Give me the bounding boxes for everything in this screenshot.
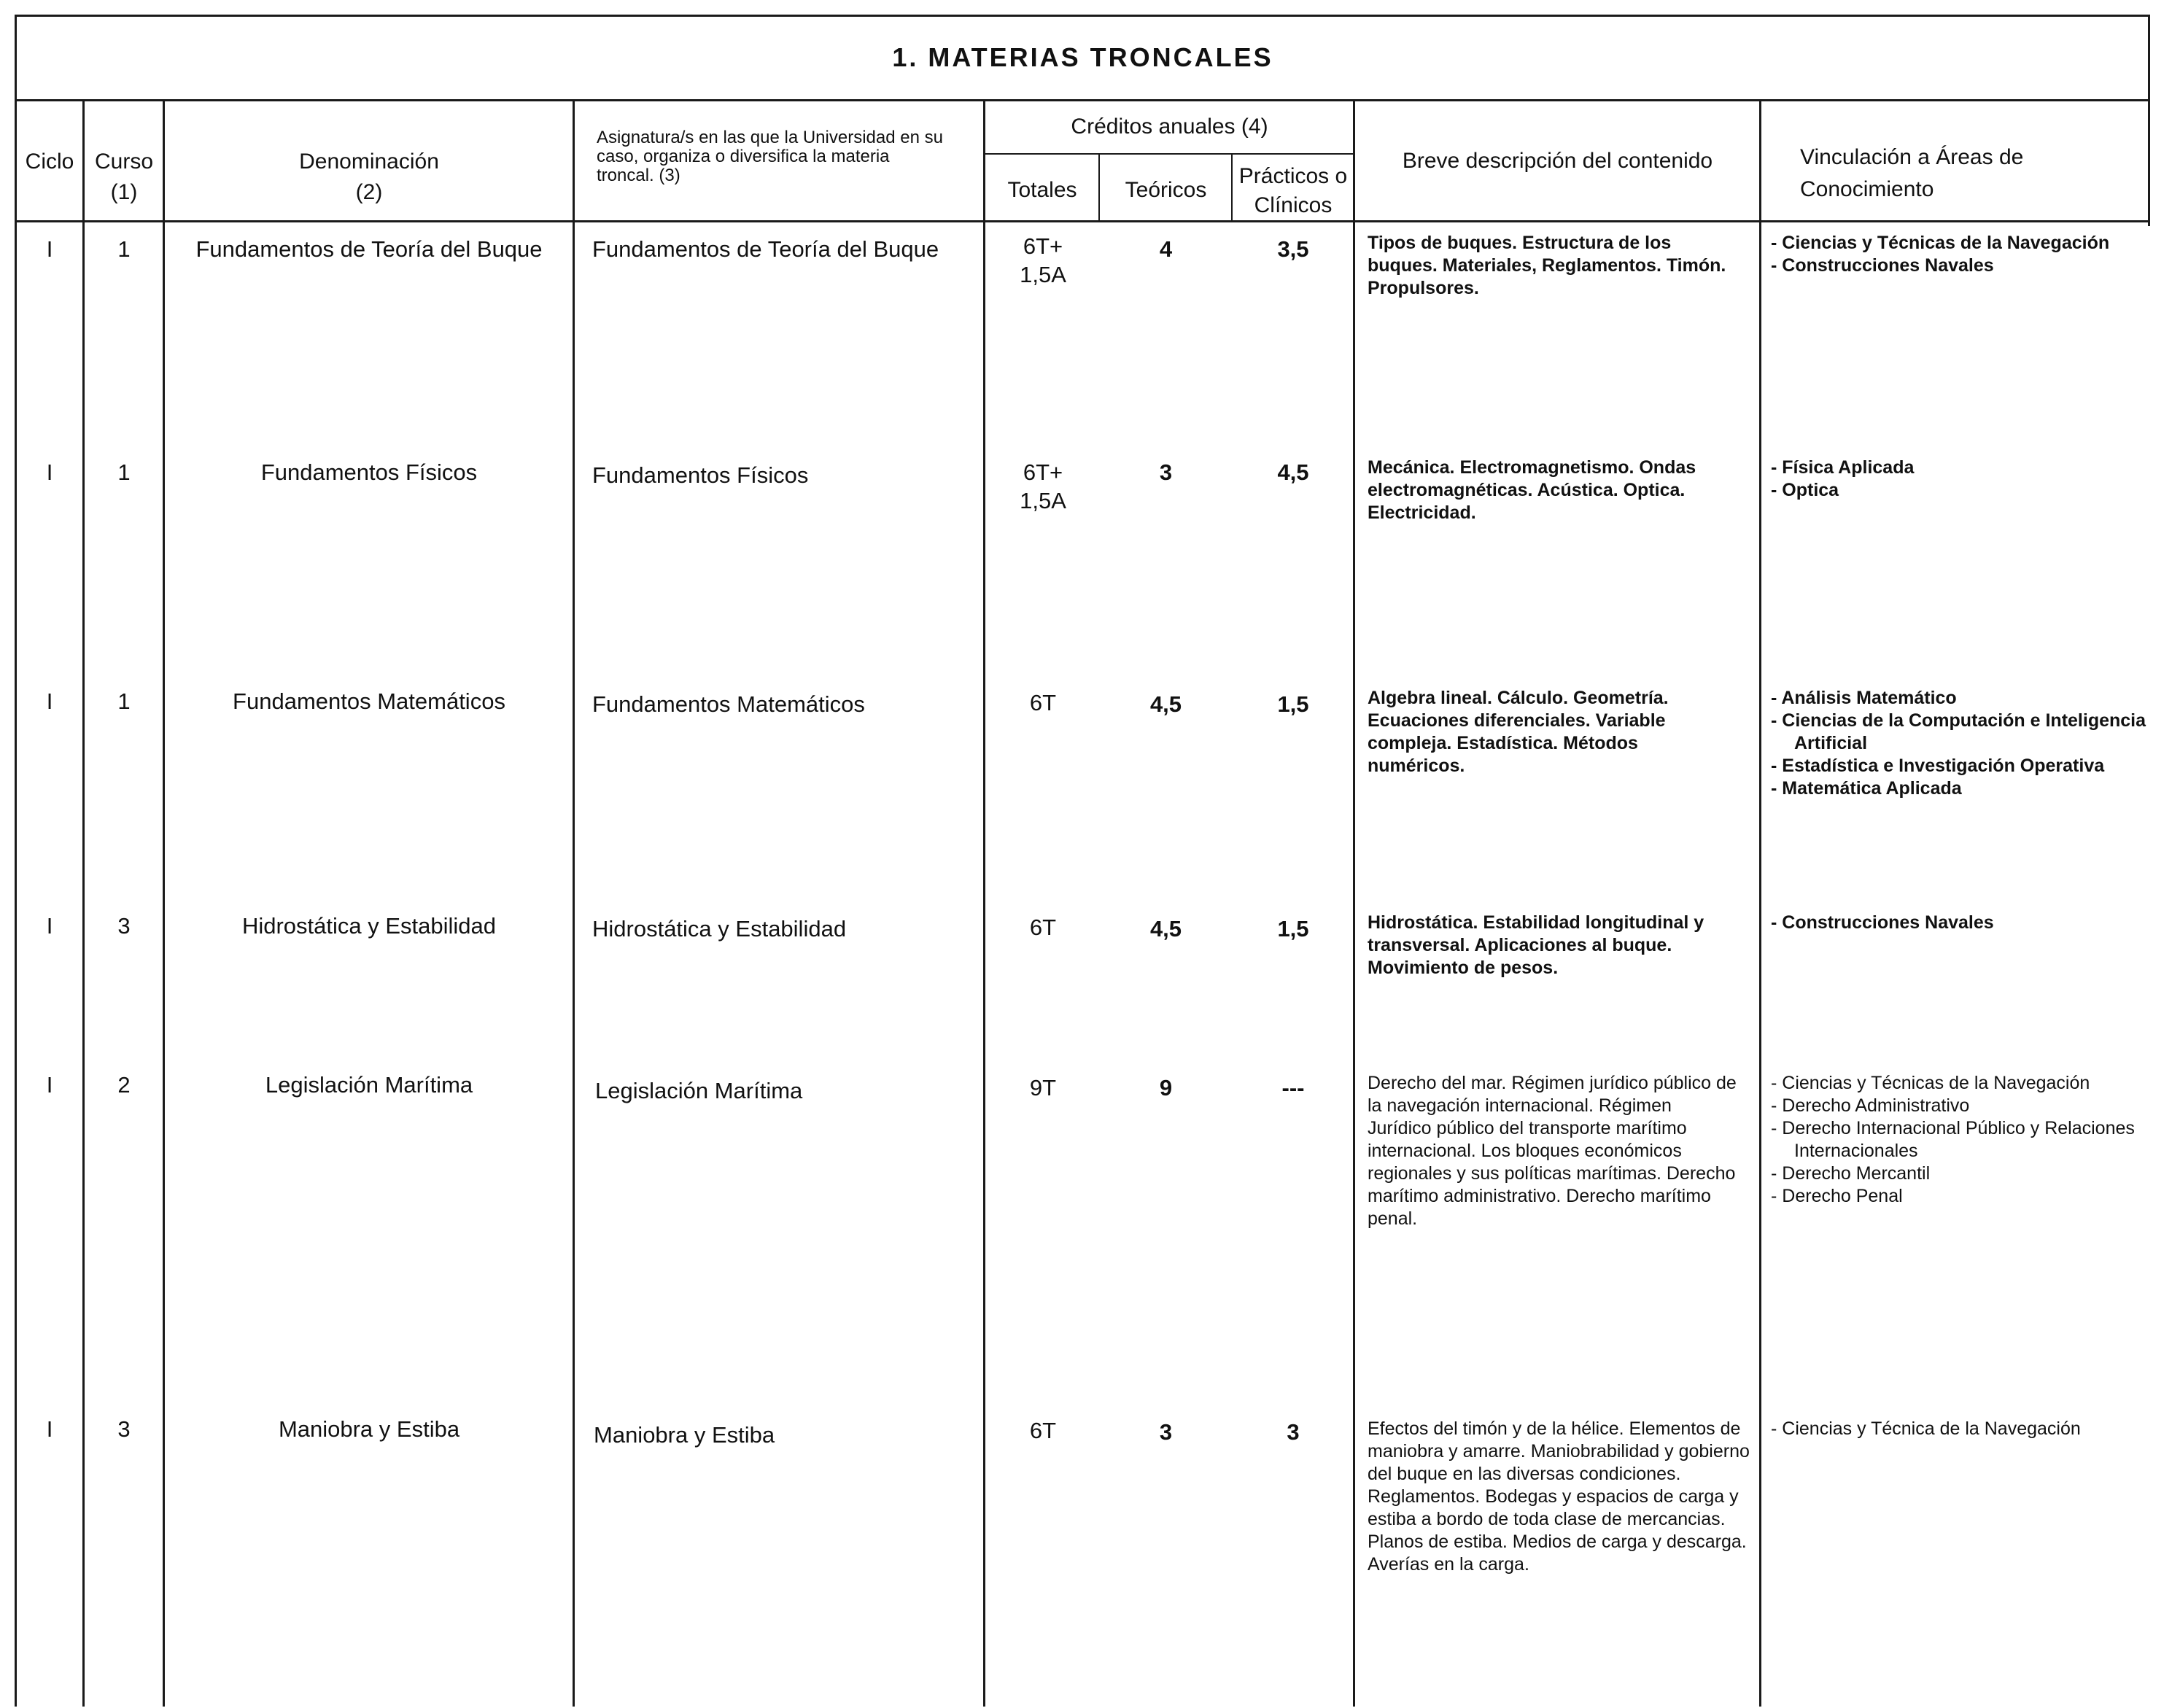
cell-curso: 1 xyxy=(117,688,131,714)
cell-practicos: --- xyxy=(1281,1075,1305,1101)
header-teoricos: Teóricos xyxy=(1125,178,1207,202)
col-divider-asignatura xyxy=(983,101,985,1707)
cell-areas xyxy=(1771,912,2136,934)
cell-asignatura: Legislación Marítima xyxy=(595,1078,803,1103)
area-item: - Construcciones Navales xyxy=(1771,912,2136,934)
cell-areas xyxy=(1771,687,2150,800)
col-divider-creditos xyxy=(1353,101,1355,1707)
header-ciclo: Ciclo xyxy=(25,150,74,174)
cell-teoricos: 3 xyxy=(1159,1419,1173,1445)
cell-asignatura: Fundamentos Matemáticos xyxy=(592,691,865,717)
cell-descripcion: Derecho del mar. Régimen jurídico público de la navegación internacional. Régimen Jurídico público del transporte marítimo internacional. Los bloques económicos regionales y sus políticas marítimas. Derecho marítimo administrativo. Derecho marítimo penal. xyxy=(1368,1073,1737,1229)
cell-areas xyxy=(1771,457,2136,502)
area-item: - Ciencias y Técnicas de la Navegación xyxy=(1771,232,2136,255)
col-divider-ciclo xyxy=(82,101,85,1707)
cell-practicos: 1,5 xyxy=(1277,691,1309,717)
cell-teoricos: 4 xyxy=(1159,236,1173,262)
cell-ciclo: I xyxy=(46,688,53,714)
header-asignatura: Asignatura/s en las que la Universidad en su caso, organiza o diversifica la materia troncal. (3) xyxy=(597,128,943,185)
header-descripcion: Breve descripción del contenido xyxy=(1402,149,1713,173)
cell-denominacion: Legislación Marítima xyxy=(265,1072,473,1098)
cell-ciclo: I xyxy=(46,913,53,939)
area-item: - Ciencias de la Computación e Inteligencia Artificial xyxy=(1771,710,2150,755)
area-item: - Ciencias y Técnicas de la Navegación xyxy=(1771,1072,2136,1095)
cell-totales: 6T+ 1,5A xyxy=(1020,459,1066,513)
cell-teoricos: 4,5 xyxy=(1149,691,1182,717)
header-curso-note: (1) xyxy=(110,180,138,204)
cell-curso: 1 xyxy=(117,459,131,485)
area-item: - Derecho Mercantil xyxy=(1771,1162,2136,1185)
area-item: - Construcciones Navales xyxy=(1771,255,2136,277)
cell-denominacion: Fundamentos de Teoría del Buque xyxy=(195,236,543,262)
cell-denominacion: Fundamentos Matemáticos xyxy=(233,688,505,714)
header-curso: Curso xyxy=(94,150,154,174)
cell-teoricos: 4,5 xyxy=(1149,916,1182,942)
cell-practicos: 1,5 xyxy=(1277,916,1309,942)
area-item: - Ciencias y Técnica de la Navegación xyxy=(1771,1418,2136,1440)
cell-curso: 3 xyxy=(117,1416,131,1442)
cell-curso: 1 xyxy=(117,236,131,262)
header-creditos: Créditos anuales (4) xyxy=(1071,114,1268,139)
cell-ciclo: I xyxy=(46,459,53,485)
cell-curso: 3 xyxy=(117,913,131,939)
table-border-left xyxy=(15,15,17,1707)
col-divider-curso xyxy=(163,101,165,1707)
cell-totales: 6T xyxy=(1029,915,1057,940)
area-item: - Estadística e Investigación Operativa xyxy=(1771,755,2150,777)
cell-asignatura: Maniobra y Estiba xyxy=(594,1422,775,1448)
header-totales: Totales xyxy=(1007,178,1077,202)
area-item: - Derecho Administrativo xyxy=(1771,1095,2136,1117)
area-item: - Optica xyxy=(1771,479,2136,502)
cell-descripcion: Hidrostática. Estabilidad longitudinal y transversal. Aplicaciones al buque. Movimiento de pesos. xyxy=(1368,912,1704,978)
col-divider-descripcion xyxy=(1759,101,1761,1707)
header-denominacion-note: (2) xyxy=(355,180,383,204)
cell-teoricos: 3 xyxy=(1159,459,1173,485)
creditos-sub-divider xyxy=(985,153,1354,155)
header-vinculacion: Vinculación a Áreas de Conocimiento xyxy=(1800,145,2024,201)
title-divider xyxy=(15,99,2150,101)
table-border-top xyxy=(15,15,2150,17)
area-item: - Matemática Aplicada xyxy=(1771,777,2150,800)
cell-areas xyxy=(1771,232,2136,277)
cell-descripcion: Tipos de buques. Estructura de los buques. Materiales, Reglamentos. Timón. Propulsores. xyxy=(1368,233,1726,298)
cell-ciclo: I xyxy=(46,1072,53,1098)
cell-ciclo: I xyxy=(46,1416,53,1442)
col-divider-denominacion xyxy=(573,101,575,1707)
cell-teoricos: 9 xyxy=(1159,1075,1173,1101)
cell-ciclo: I xyxy=(46,236,53,262)
cell-descripcion: Algebra lineal. Cálculo. Geometría. Ecuaciones diferenciales. Variable compleja. Estadística. Métodos numéricos. xyxy=(1368,688,1669,776)
header-divider xyxy=(15,220,2150,222)
cell-denominacion: Maniobra y Estiba xyxy=(278,1416,460,1442)
cell-descripcion: Mecánica. Electromagnetismo. Ondas electromagnéticas. Acústica. Optica. Electricidad. xyxy=(1368,457,1696,523)
cell-totales: 9T xyxy=(1029,1075,1057,1101)
header-denominacion: Denominación xyxy=(299,150,439,174)
area-item: - Física Aplicada xyxy=(1771,457,2136,479)
cell-areas xyxy=(1771,1072,2136,1208)
cell-practicos: 3,5 xyxy=(1277,236,1309,262)
cell-asignatura: Hidrostática y Estabilidad xyxy=(592,916,847,942)
area-item: - Análisis Matemático xyxy=(1771,687,2150,710)
cell-denominacion: Hidrostática y Estabilidad xyxy=(241,913,497,939)
cell-asignatura: Fundamentos de Teoría del Buque xyxy=(592,236,939,262)
cell-curso: 2 xyxy=(117,1072,131,1098)
cell-totales: 6T xyxy=(1029,690,1057,715)
cell-denominacion: Fundamentos Físicos xyxy=(260,459,478,485)
cell-totales: 6T+ 1,5A xyxy=(1020,233,1066,287)
cell-practicos: 4,5 xyxy=(1277,459,1309,485)
area-item: - Derecho Penal xyxy=(1771,1185,2136,1208)
cell-practicos: 3 xyxy=(1287,1419,1300,1445)
cell-areas xyxy=(1771,1418,2136,1440)
cell-totales: 6T xyxy=(1029,1418,1057,1443)
cell-descripcion: Efectos del timón y de la hélice. Elementos de maniobra y amarre. Maniobrabilidad y gobierno del buque en las diversas condiciones. Reglamentos. Bodegas y espacios de carga y estiba a bordo de toda clase de mercancias. Planos de estiba. Medios de carga y descarga. Averías en la carga. xyxy=(1368,1418,1750,1575)
area-item: - Derecho Internacional Público y Relaciones Internacionales xyxy=(1771,1117,2136,1162)
header-practicos: Prácticos o Clínicos xyxy=(1238,164,1348,217)
cell-asignatura: Fundamentos Físicos xyxy=(592,462,809,488)
page-title: 1. MATERIAS TRONCALES xyxy=(892,42,1273,72)
